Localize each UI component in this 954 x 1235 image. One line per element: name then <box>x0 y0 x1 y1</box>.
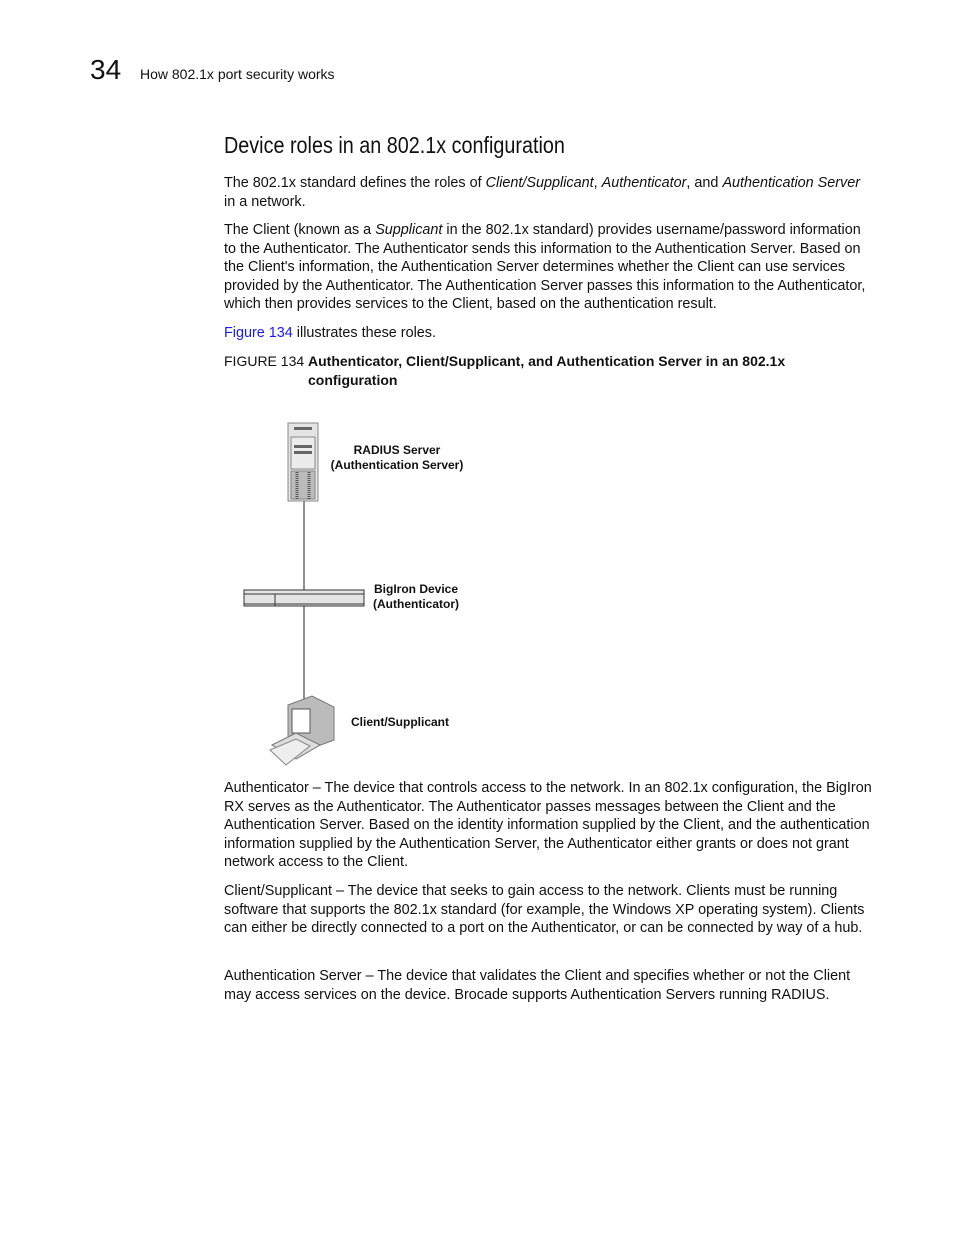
switch-label: BigIron Device (Authenticator) <box>373 582 459 611</box>
switch-icon <box>244 590 364 606</box>
client-label: Client/Supplicant <box>350 715 449 729</box>
intro-paragraph-2: The Client (known as a Supplicant in the 802.1x standard) provides username/password information to the Authenticator. The Authenticator sends this information to the Authentication Server. Based on the Client's information, the Authentication Server determines whether the Client can use services provided by the Authenticator. The Authentication Server passes this information to the Authenticator, which then provides services to the Client, based on the authentication result. <box>224 222 866 313</box>
definition-authentication-server: Authentication Server – The device that validates the Client and specifies whether or not the Client may access services on the device. Brocade supports Authentication Servers running RADIUS. <box>224 968 851 1003</box>
server-icon <box>288 423 318 501</box>
figure-link[interactable]: Figure 134 <box>224 325 293 341</box>
chapter-number: 34 <box>90 54 122 85</box>
section-title: Device roles in an 802.1x configuration <box>224 132 565 158</box>
intro-paragraph-1: The 802.1x standard defines the roles of Client/Supplicant, Authenticator, and Authentication Server in a network. <box>224 175 861 210</box>
definition-authenticator: Authenticator – The device that controls access to the network. In an 802.1x configuration, the BigIron RX serves as the Authenticator. The Authenticator passes messages between the Client and the Authentication Server. Based on the identity information supplied by the Client, and the authentication information supplied by the Authentication Server, the Authenticator either grants or does not grant network access to the Client. <box>224 780 872 871</box>
intro-paragraph-3: Figure 134 illustrates these roles. <box>224 325 436 341</box>
running-title: How 802.1x port security works <box>140 66 335 82</box>
definition-client-supplicant: Client/Supplicant – The device that seeks to gain access to the network. Clients must be running software that supports the 802.1x standard (for example, the Windows XP operating system). Clients can either be directly connected to a port on the Authenticator, or can be connected by way of a hub. <box>224 883 865 937</box>
figure-caption: FIGURE 134 Authenticator, Client/Supplicant, and Authentication Server in an 802.1x configuration <box>224 353 786 388</box>
server-label: RADIUS Server (Authentication Server) <box>330 443 464 472</box>
computer-icon <box>270 696 334 765</box>
